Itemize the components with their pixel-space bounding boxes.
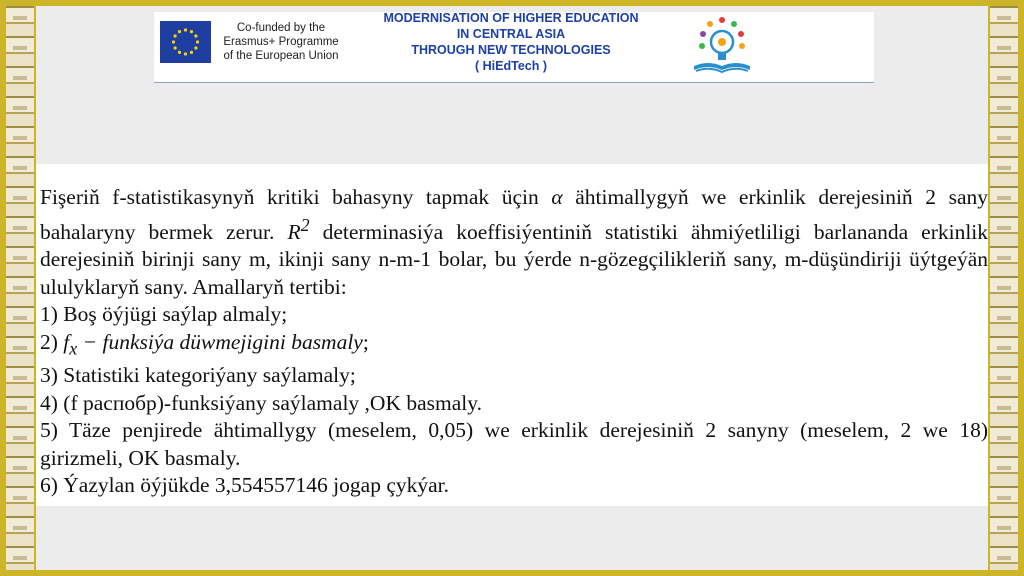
project-title — [336, 10, 686, 74]
left-ornament-border — [6, 6, 34, 570]
project-title-line-1: MODERNISATION OF HIGHER EDUCATION — [383, 11, 639, 25]
step-3: 3) Statistiki kategoriýany saýlamaly; — [40, 363, 356, 388]
content-body — [40, 184, 988, 500]
step-1: 1) Boş öýjügi saýlap almaly; — [40, 302, 288, 327]
project-title-line-2: IN CENTRAL ASIA — [456, 27, 566, 41]
intro-text-1: Fişeriň f-statistikasynyň kritiki bahasyny tapmak üçin — [40, 185, 539, 209]
r-symbol: R — [287, 219, 301, 244]
step-6: 6) Ýazylan öýjükde 3,554557146 jogap çykýar. — [40, 473, 450, 498]
step-4: 4) (f распобр)-funksiýany saýlamaly ,OK basmaly. — [40, 390, 482, 415]
eu-line-1: Co-funded by the — [236, 22, 326, 34]
intro-text-3: determinasiýa koeffisiýentiniň statistiki ähmiýetliligi barlananda erkinlik derejesiniň birinji sany m, ikinji sany n-m-1 bolar, bu ýerde n-gözegçilikleriň sany, m-düşündiriji üýtgeýän ululyklaryň sany. Amallaryň tertibi: — [40, 219, 989, 299]
step-2-rest: − funksiýa düwmejigini basmaly — [77, 329, 363, 354]
step-2-end: ; — [362, 329, 369, 354]
step-2-formula — [63, 329, 363, 358]
project-title-line-4: ( HiEdTech ) — [475, 59, 547, 73]
intro-paragraph — [40, 184, 988, 301]
right-ornament-border — [990, 6, 1018, 570]
hiedtech-logo-icon — [686, 14, 758, 78]
step-2-sub: x — [69, 337, 78, 358]
step-2-f: f — [63, 329, 70, 354]
step-2 — [40, 329, 988, 363]
step-2-prefix: 2) — [40, 329, 64, 354]
project-title-line-3: THROUGH NEW TECHNOLOGIES — [411, 43, 611, 57]
intro-text-2: ähtimallygyň we erkinlik derejesiniň 2 sany bahalaryny bermek zerur. — [40, 185, 988, 244]
r-squared-symbol — [287, 214, 310, 244]
eu-line-3: of the European Union — [223, 50, 339, 62]
step-5: 5) Täze penjirede ähtimallygy (meselem, 0,05) we erkinlik derejesiniň 2 sanyny (meselem, 2 we 18) girizmeli, OK basmaly. — [40, 418, 988, 470]
eu-line-2: Erasmus+ Programme — [223, 36, 339, 48]
alpha-symbol: α — [551, 185, 563, 209]
header-divider — [154, 82, 874, 83]
slide — [36, 6, 988, 570]
r-squared-exponent: 2 — [300, 214, 310, 235]
eu-flag-icon — [160, 21, 211, 63]
eu-cofunded-text — [221, 21, 341, 63]
